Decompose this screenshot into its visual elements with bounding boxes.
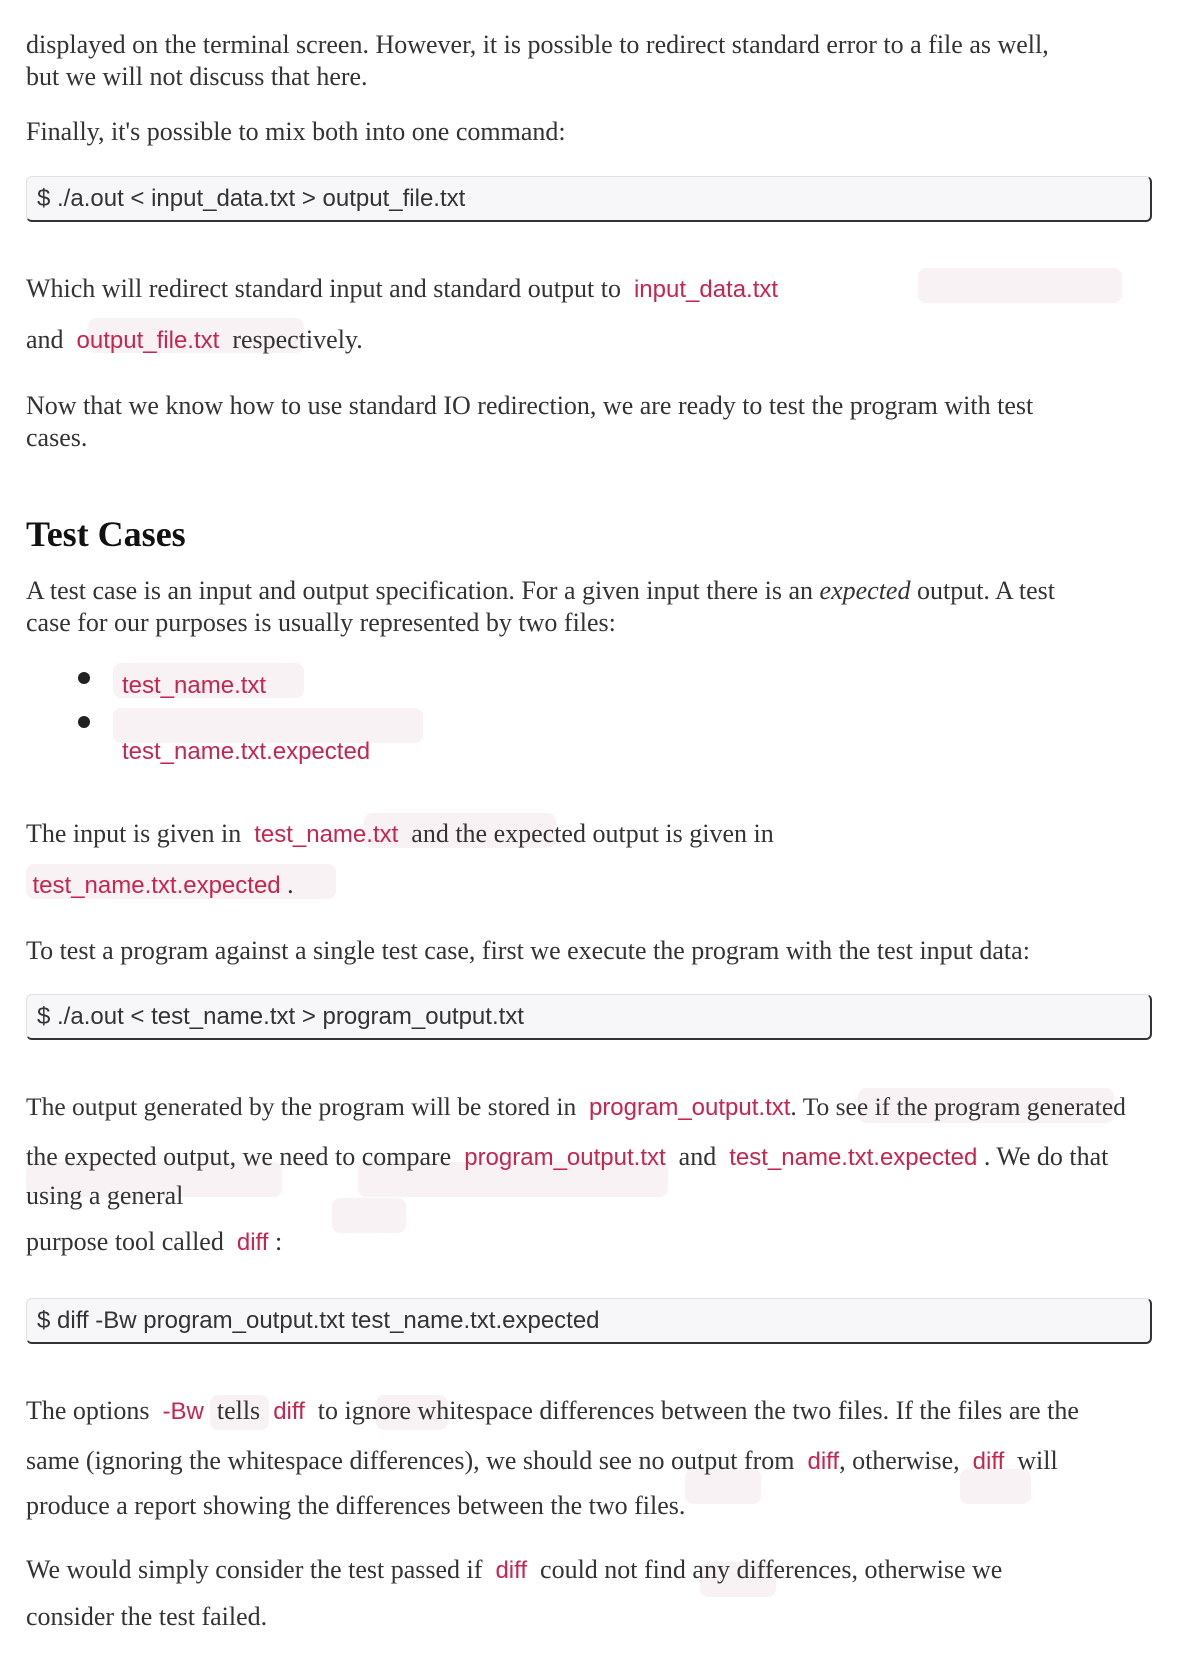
paragraph-which-line2	[26, 323, 363, 357]
text: .	[287, 870, 294, 899]
inline-code-input-data: input_data.txt	[633, 276, 779, 303]
code-block-diff: $ diff -Bw program_output.txt test_name.txt.expected	[26, 1298, 1152, 1344]
paragraph-finally: Finally, it's possible to mix both into one command:	[26, 117, 566, 146]
code-block-run-test: $ ./a.out < test_name.txt > program_output.txt	[26, 994, 1152, 1040]
text: to ignore whitespace differences between the two files. If the files are the	[317, 1396, 1079, 1425]
paragraph-output-gen-line3: using a general	[26, 1181, 184, 1210]
paragraph-intro-line2: but we will not discuss that here.	[26, 62, 368, 91]
text: We would simply consider the test passed if	[26, 1555, 483, 1584]
text: , otherwise,	[839, 1446, 960, 1475]
paragraph-output-gen-line4	[26, 1225, 282, 1259]
paragraph-options-line3: produce a report showing the differences between the two files.	[26, 1491, 686, 1520]
inline-code-program-output: program_output.txt	[588, 1094, 791, 1121]
text: The output generated by the program will be stored in	[26, 1092, 577, 1121]
paragraph-to-test: To test a program against a single test case, first we execute the program with the test input data:	[26, 936, 1030, 965]
text: purpose tool called	[26, 1227, 224, 1256]
text: will	[1017, 1446, 1058, 1475]
paragraph-which-line1	[26, 272, 778, 306]
paragraph-input-given-line2	[26, 868, 294, 902]
list-item-test-name: test_name.txt	[122, 672, 267, 699]
emphasis-expected: expected	[819, 576, 911, 605]
paragraph-output-gen-line2	[26, 1140, 1108, 1174]
inline-code-diff: diff	[495, 1557, 528, 1584]
paragraph-testcase-line1	[26, 574, 1055, 607]
paragraph-now-line2: cases.	[26, 423, 88, 452]
inline-code-bw: -Bw	[162, 1398, 204, 1425]
paragraph-now-line1: Now that we know how to use standard IO redirection, we are ready to test the program with test	[26, 391, 1034, 420]
text: output. A test	[916, 576, 1055, 605]
bullet-icon	[78, 716, 90, 728]
inline-code-diff: diff	[972, 1448, 1005, 1475]
text: The options	[26, 1396, 150, 1425]
text: . To see if the program generated	[790, 1092, 1126, 1121]
paragraph-simply-line2: consider the test failed.	[26, 1602, 268, 1631]
text: and the expected output is given in	[411, 819, 774, 848]
list-item-test-name-expected: test_name.txt.expected	[122, 738, 371, 765]
text: same (ignoring the whitespace differences), we should see no output from	[26, 1446, 795, 1475]
code-highlight	[918, 268, 1122, 303]
text: the expected output, we need to compare	[26, 1142, 452, 1171]
paragraph-intro-line1: displayed on the terminal screen. However, it is possible to redirect standard error to a file as well,	[26, 30, 1049, 59]
text: . We do that	[983, 1142, 1109, 1171]
paragraph-input-given-line1	[26, 817, 774, 851]
inline-code-test-name: test_name.txt	[254, 821, 399, 848]
text: The input is given in	[26, 819, 242, 848]
inline-code-diff: diff	[273, 1398, 305, 1425]
code-block-redirect-both: $ ./a.out < input_data.txt > output_file.txt	[26, 176, 1152, 222]
paragraph-options-line1	[26, 1394, 1079, 1428]
paragraph-output-gen-line1	[26, 1090, 1126, 1124]
text: A test case is an input and output specification. For a given input there is an	[26, 576, 814, 605]
inline-code-program-output: program_output.txt	[464, 1144, 666, 1171]
inline-code-diff: diff	[807, 1448, 840, 1475]
bullet-icon	[78, 672, 90, 684]
text: tells	[216, 1396, 261, 1425]
text: respectively.	[232, 325, 363, 354]
inline-code-test-name-expected: test_name.txt.expected	[32, 872, 281, 899]
inline-code-test-name-expected: test_name.txt.expected	[729, 1144, 978, 1171]
code-highlight	[332, 1198, 406, 1233]
text: :	[274, 1227, 283, 1256]
text: Which will redirect standard input and standard output to	[26, 274, 621, 303]
paragraph-testcase-line2: case for our purposes is usually represented by two files:	[26, 608, 616, 637]
inline-code-output-file: output_file.txt	[76, 327, 220, 354]
text: and	[26, 325, 64, 354]
text: could not find any differences, otherwise we	[540, 1555, 1003, 1584]
section-heading-test-cases: Test Cases	[26, 514, 186, 554]
paragraph-simply-line1	[26, 1553, 1002, 1587]
inline-code-diff: diff	[236, 1229, 269, 1256]
paragraph-options-line2	[26, 1444, 1058, 1478]
text: and	[678, 1142, 717, 1171]
